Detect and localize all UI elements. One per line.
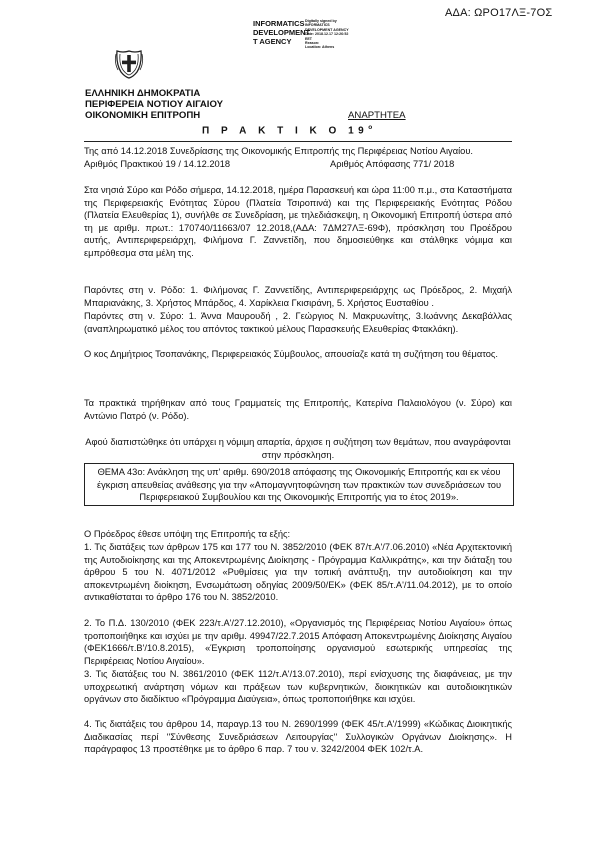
paragraph-item-2: 2. Το Π.Δ. 130/2010 (ΦΕΚ 223/τ.Α'/27.12.2010), «Οργανισμός της Περιφέρειας Νοτίου Αιγαίου» όπως τροποποιήθηκε και ισχύει με την αριθμ. 49947/22.7.2015 Απόφαση Αποκεντρωμένης Διοίκησης Αιγαίου (ΦΕΚ1666/τ.Β'/10.8.2015), «Έγκριση τροποποίησης οργανισμού εσωτερικής υπηρεσίας της Περιφέρειας Νοτίου Αιγαίου». [84, 618, 512, 666]
praktiko-number: Αριθμός Πρακτικού 19 / 14.12.2018 [84, 159, 231, 169]
header-region: ΠΕΡΙΦΕΡΕΙΑ ΝΟΤΙΟΥ ΑΙΓΑΙΟΥ [85, 99, 224, 110]
agency-line: T AGENCY [253, 37, 292, 46]
agency-line: DEVELOPMENT [253, 28, 311, 37]
greek-emblem-icon [114, 48, 144, 80]
paragraph-session-details: Στα νησιά Σύρο και Ρόδο σήμερα, 14.12.2018, ημέρα Παρασκευή και ώρα 11:00 π.μ., στα Καταστήματα της Περιφερειακής Ενότητας Σύρου (Πλατεία Τσιροπινά) και της Περιφερειακής Ενότητας Ρόδου (Πλατεία Ελευθερίας 1), συνήλθε σε Συνεδρίαση, με τηλεδιάσκεψη, η Οικονομική Επιτροπή ύστερα από τη με αριθμ. πρωτ.: 170740/11663/07 12.2018,(ΑΔΑ: 7ΔΜ27ΛΞ-69Φ), πρόσκληση του Προέδρου αυτής, Αντιπεριφερειάρχη, Φιλήμονα Γ. Ζαννετίδη, που δημοσιεύθηκε και στάλθηκε νόμιμα και εμπρόθεσμα στα μέλη της. [84, 185, 512, 258]
document-title [202, 124, 372, 136]
anartitea-label: ΑΝΑΡΤΗΤΕΑ [348, 110, 406, 121]
signature-detail-line: Reason: [305, 41, 320, 46]
signature-detail-line: Digitally signed by [305, 19, 337, 23]
paragraph-item-3: 3. Τις διατάξεις του Ν. 3861/2010 (ΦΕΚ 112/τ.Α'/13.07.2010), περί ενίσχυσης της διαφάνειας, με την υποχρεωτική ανάρτηση νόμων και πράξεων των κυβερνητικών, διοικητικών και αυτοδιοικητικών οργάνων στο διαδίκτυο «Πρόγραμμα Διαύγεια», όπως τροποποιήθηκε και ισχύει. [84, 669, 512, 704]
signature-detail-line: INFORMATICS [305, 23, 330, 28]
signature-agency [253, 19, 310, 46]
subject-text: ΘΕΜΑ 43ο: Ανάκληση της υπ' αριθμ. 690/2018 απόφασης της Οικονομικής Επιτροπής και εκ νέου έγκριση απευθείας ανάθεσης για την «Απομαγνητοφώνηση των πρακτικών των συνεδριάσεων του Περιφερειακού Συμβουλίου και της Οικονομικής Επιτροπής για το έτος 2019». [96, 467, 502, 502]
signature-detail-line: Location: Athens [305, 45, 335, 50]
signature-detail-line: EET [305, 36, 312, 41]
header-republic: ΕΛΛΗΝΙΚΗ ΔΗΜΟΚΡΑΤΙΑ [85, 88, 201, 99]
decision-number: Αριθμός Απόφασης 771/ 2018 [330, 159, 455, 169]
paragraph-secretaries: Τα πρακτικά τηρήθηκαν από τους Γραμματείς της Επιτροπής, Κατερίνα Παλαιολόγου (ν. Σύρο) και Αντώνιο Πατρό (ν. Ρόδο). [84, 398, 512, 421]
praktiko-superscript: ο [368, 124, 373, 131]
praktiko-text: Π Ρ Α Κ Τ Ι Κ Ο 19 [202, 125, 369, 137]
paragraph-item-4: 4. Τις διατάξεις του άρθρου 14, παραγρ.13 του Ν. 2690/1999 (ΦΕΚ 45/τ.Α'/1999) «Κώδικας Διοικητικής Διαδικασίας περί ''Σύνθεσης Συνεδριάσεων Λειτουργίας'' Συλλογικών Οργάνων Διοίκησης». Η παράγραφος 13 προστέθηκε με το άρθρο 6 παρ. 7 του ν. 3242/2004 ΦΕΚ 102/τ.Α. [84, 719, 512, 754]
subject-box [84, 463, 514, 506]
signature-details [305, 19, 349, 50]
session-line: Της από 14.12.2018 Συνεδρίασης της Οικονομικής Επιτροπής της Περιφέρειας Νοτίου Αιγαίου. [84, 146, 473, 156]
paragraph-absent: Ο κος Δημήτριος Τσοπανάκης, Περιφερειακός Σύμβουλος, απουσίαζε κατά τη συζήτηση του θέματος. [84, 349, 499, 359]
paragraph-present-syros: Παρόντες στη ν. Σύρο: 1. Άννα Μαυρουδή , 2. Γεώργιος Ν. Μακρυωνίτης, 3.Ιωάννης Δεκαβάλλας (αναπληρωματικό μέλος του απόντος τακτικού μέλους Παρασκευής Ελευθερίας Φτακλάκη). [84, 311, 512, 334]
paragraph-president-intro: Ο Πρόεδρος έθεσε υπόψη της Επιτροπής τα εξής: [84, 529, 291, 539]
ada-code: ΑΔΑ: ΩΡΟ17ΛΞ-7ΟΣ [445, 7, 553, 19]
title-divider [84, 141, 512, 142]
paragraph-item-1: 1. Τις διατάξεις των άρθρων 175 και 177 του Ν. 3852/2010 (ΦΕΚ 87/τ.Α'/7.06.2010) «Νέα Αρχιτεκτονική της Αυτοδιοίκησης και της Αποκεντρωμένης Διοίκησης - Πρόγραμμα Καλλικράτης», και την διάταξη του άρθρου 5 του Ν. 4071/2012 «Ρυθμίσεις για την τοπική ανάπτυξη, την αυτοδιοίκηση και την αποκεντρωμένη διοίκηση, Ενσωμάτωση οδηγίας 2009/50/ΕΚ» (ΦΕΚ 85/τ.Α'/11.04.2012), με το οποίο αντικαθίσταται το άρθρο 176 του Ν. 3852/2010. [84, 542, 512, 602]
agency-line: INFORMATICS [253, 19, 305, 28]
paragraph-present-rhodes: Παρόντες στη ν. Ρόδο: 1. Φιλήμονας Γ. Ζαννετίδης, Αντιπεριφερειάρχης ως Πρόεδρος, 2. Μιχαήλ Μπαριανάκης, 3. Χρήστος Μπάρδος, 4. Χαρίκλεια Γκισιράνη, 5. Χρήστος Ευσταθίου . [84, 285, 512, 308]
signature-detail-line: DEVELOPMENT AGENCY [305, 27, 349, 32]
signature-detail-line: Date: 2018.12.17 12:26:52 [305, 32, 349, 37]
paragraph-quorum: Αφού διαπιστώθηκε ότι υπάρχει η νόμιμη απαρτία, άρχισε η συζήτηση των θεμάτων, που αναγράφονται στην πρόσκληση. [85, 437, 511, 460]
header-committee: ΟΙΚΟΝΟΜΙΚΗ ΕΠΙΤΡΟΠΗ [85, 110, 201, 121]
